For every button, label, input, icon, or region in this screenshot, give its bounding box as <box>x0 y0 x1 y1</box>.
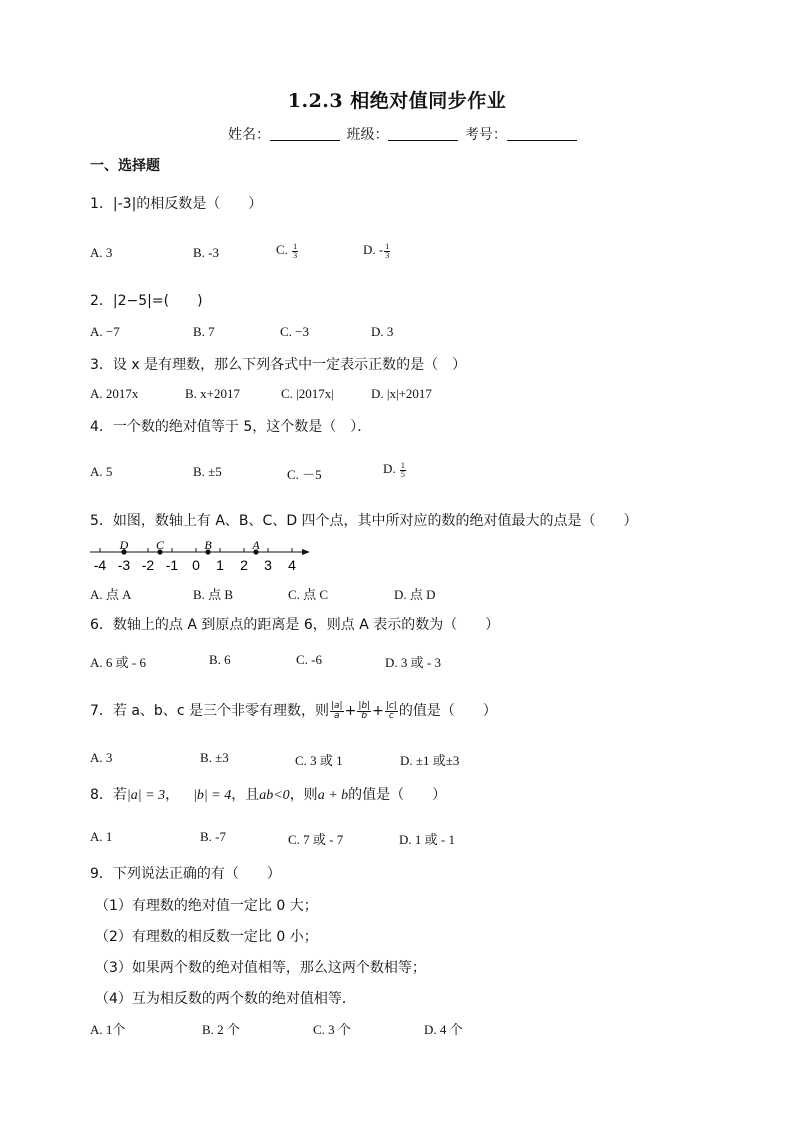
number-line-point-label: A <box>252 538 260 552</box>
question-2-stem: 2．|2−5|=( ) <box>90 293 203 309</box>
q1-option-a[interactable]: A. 3 <box>90 245 113 260</box>
q3-option-d[interactable]: D. |x|+2017 <box>371 386 432 401</box>
fraction-numerator: 1 <box>400 460 405 470</box>
q9-option-c[interactable]: C. 3 个 <box>313 1022 351 1037</box>
q8-abs-a: |a| = 3 <box>126 788 166 803</box>
fraction-denominator: c <box>388 710 394 721</box>
q4-option-b[interactable]: B. ±5 <box>193 464 222 479</box>
fraction-denominator: b <box>361 710 368 721</box>
question-6-stem: 6．数轴上的点 A 到原点的距离是 6，则点 A 表示的数为（ ） <box>90 617 500 633</box>
plus-sign: + <box>372 703 384 719</box>
q5-option-b[interactable]: B. 点 B <box>193 587 234 602</box>
q8-mid-text-2: ，则 <box>289 787 318 803</box>
q4-option-d-prefix: D. <box>383 461 396 476</box>
q8-option-b[interactable]: B. -7 <box>200 829 226 844</box>
fraction-numerator: |a| <box>330 700 343 711</box>
q3-option-c[interactable]: C. |2017x| <box>281 386 334 401</box>
number-line-point-label: B <box>204 538 212 552</box>
q9-option-d[interactable]: D. 4 个 <box>424 1022 463 1037</box>
question-3-stem: 3．设 x 是有理数，那么下列各式中一定表示正数的是（ ） <box>90 357 467 373</box>
q1-option-c-fraction <box>292 243 298 260</box>
page-title: 1.2.3 相绝对值同步作业 <box>287 90 507 112</box>
q3-option-b[interactable]: B. x+2017 <box>185 386 241 401</box>
q2-option-c[interactable]: C. −3 <box>280 324 310 339</box>
number-line-point-label: C <box>155 538 165 552</box>
plus-sign: + <box>344 703 357 719</box>
q7-fraction-a <box>330 702 344 721</box>
q7-stem-suffix: 的值是（ ） <box>398 703 497 719</box>
q9-statement-1: （1）有理数的绝对值一定比 0 大； <box>95 898 318 914</box>
number-blank[interactable] <box>507 126 577 141</box>
number-line-tick-label: 2 <box>240 557 248 573</box>
number-line-tick-label: -3 <box>117 557 131 573</box>
q6-option-d[interactable]: D. 3 或 - 3 <box>385 655 441 670</box>
q8-expression: a + b <box>317 788 349 803</box>
q8-mid-text: ，且 <box>231 787 260 803</box>
q2-option-a[interactable]: A. −7 <box>90 324 120 339</box>
class-blank[interactable] <box>388 126 458 141</box>
q1-option-c-prefix: C. <box>276 242 288 257</box>
section-heading: 一、选择题 <box>90 158 160 174</box>
number-line-figure <box>88 534 318 574</box>
number-line-tick-label: 4 <box>288 557 296 573</box>
q8-suffix: 的值是（ ） <box>348 787 447 803</box>
q7-option-a[interactable]: A. 3 <box>90 750 113 765</box>
q6-option-a[interactable]: A. 6 或 - 6 <box>90 655 146 670</box>
question-1-stem: 1．|-3|的相反数是（ ） <box>90 196 263 212</box>
q8-abs-b: |b| = 4 <box>193 788 232 803</box>
q8-option-c[interactable]: C. 7 或 - 7 <box>288 832 344 847</box>
number-line-tick-label: -4 <box>93 557 107 573</box>
number-line-tick-label: 3 <box>264 557 272 573</box>
q8-option-a[interactable]: A. 1 <box>90 829 113 844</box>
q4-option-d-fraction <box>400 462 406 479</box>
fraction-denominator: 3 <box>385 250 390 260</box>
fraction-denominator: 5 <box>400 469 405 479</box>
q6-option-b[interactable]: B. 6 <box>209 652 231 667</box>
q5-option-c[interactable]: C. 点 C <box>288 587 329 602</box>
number-line-tick-label: -1 <box>165 557 179 573</box>
q8-prefix: 8．若 <box>90 787 127 803</box>
q6-option-c[interactable]: C. -6 <box>296 652 322 667</box>
number-line-point-label: D <box>119 538 129 552</box>
question-4-stem: 4．一个数的绝对值等于 5，这个数是（ ）． <box>90 419 372 435</box>
q1-option-d[interactable] <box>363 242 391 260</box>
q1-option-c[interactable] <box>276 242 299 260</box>
q8-option-d[interactable]: D. 1 或 - 1 <box>399 832 455 847</box>
q2-option-b[interactable]: B. 7 <box>193 324 215 339</box>
q2-option-d[interactable]: D. 3 <box>371 324 394 339</box>
q4-option-d[interactable] <box>383 461 407 479</box>
question-7-stem <box>90 700 497 721</box>
q9-option-b[interactable]: B. 2 个 <box>202 1022 240 1037</box>
q7-stem-prefix: 7．若 a、b、c 是三个非零有理数，则 <box>90 703 329 719</box>
number-line-arrow-icon <box>302 549 310 555</box>
number-line-tick-label: 1 <box>216 557 224 573</box>
fraction-numerator: 1 <box>385 241 390 251</box>
fraction-numerator: 1 <box>293 241 298 251</box>
q9-option-a[interactable]: A. 1个 <box>90 1022 126 1037</box>
fraction-numerator: |c| <box>385 700 397 711</box>
q7-option-c[interactable]: C. 3 或 1 <box>295 753 343 768</box>
name-blank[interactable] <box>270 126 340 141</box>
name-label: 姓名： <box>228 127 270 143</box>
q8-separator: ， <box>165 787 180 803</box>
q8-condition: ab<0 <box>259 788 290 803</box>
q1-option-d-prefix: D. - <box>363 242 384 257</box>
student-info-line <box>228 124 579 144</box>
q7-fraction-b <box>357 702 371 721</box>
q5-option-d[interactable]: D. 点 D <box>394 587 436 602</box>
fraction-numerator: |b| <box>358 700 371 711</box>
q4-option-a[interactable]: A. 5 <box>90 464 113 479</box>
number-line-tick-label: -2 <box>141 557 155 573</box>
fraction-denominator: a <box>334 710 340 721</box>
q7-option-d[interactable]: D. ±1 或±3 <box>400 753 460 768</box>
question-5-stem: 5．如图，数轴上有 A、B、C、D 四个点，其中所对应的数的绝对值最大的点是（ ） <box>90 513 638 529</box>
number-label: 考号： <box>464 127 507 143</box>
q3-option-a[interactable]: A. 2017x <box>90 386 139 401</box>
question-8-stem <box>90 784 446 804</box>
class-label: 班级： <box>346 127 389 143</box>
q1-option-b[interactable]: B. -3 <box>193 245 219 260</box>
q9-statement-3: （3）如果两个数的绝对值相等，那么这两个数相等； <box>95 960 426 976</box>
question-9-stem: 9．下列说法正确的有（ ） <box>90 866 281 882</box>
fraction-denominator: 3 <box>293 250 298 260</box>
q9-statement-4: （4）互为相反数的两个数的绝对值相等． <box>95 991 356 1007</box>
q9-statement-2: （2）有理数的相反数一定比 0 小； <box>95 929 318 945</box>
q7-option-b[interactable]: B. ±3 <box>200 750 229 765</box>
number-line-tick-label: 0 <box>192 557 200 573</box>
q4-option-c[interactable]: C. －5 <box>287 467 322 482</box>
q1-option-d-fraction <box>384 243 390 260</box>
q5-option-a[interactable]: A. 点 A <box>90 587 132 602</box>
q7-fraction-c <box>385 702 398 721</box>
